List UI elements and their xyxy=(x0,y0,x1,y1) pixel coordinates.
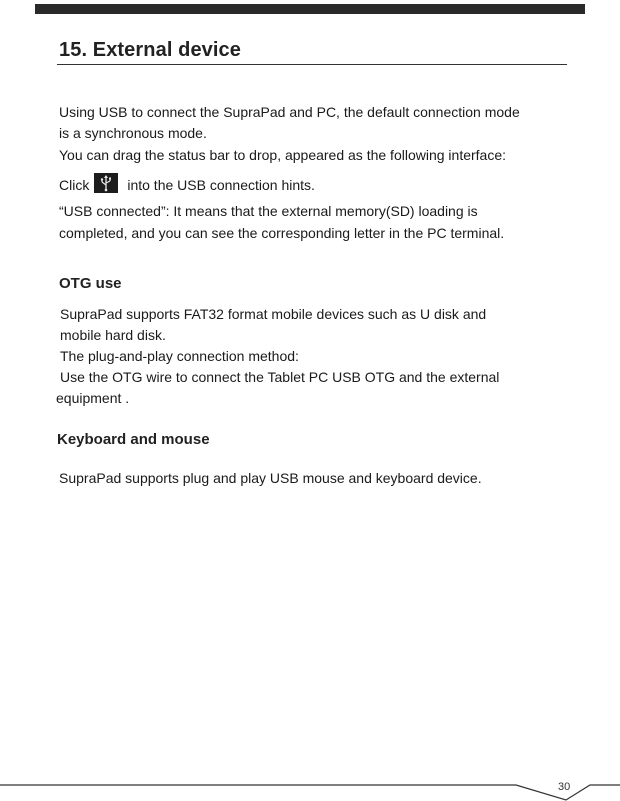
intro-line-6: completed, and you can see the corresponding letter in the PC terminal. xyxy=(59,225,505,241)
header-bar xyxy=(35,4,585,14)
usb-icon xyxy=(94,173,118,193)
otg-heading: OTG use xyxy=(59,275,122,292)
keyboard-line-1: SupraPad supports plug and play USB mouse and keyboard device. xyxy=(59,470,482,486)
intro-line-2: is a synchronous mode. xyxy=(59,125,207,141)
footer-rule xyxy=(0,770,620,801)
otg-line-3: The plug-and-play connection method: xyxy=(60,348,299,364)
otg-line-4: Use the OTG wire to connect the Tablet PC USB OTG and the external xyxy=(60,369,500,385)
click-instruction xyxy=(59,173,315,194)
otg-line-5: equipment . xyxy=(56,390,130,406)
keyboard-heading: Keyboard and mouse xyxy=(57,431,210,448)
intro-line-5: “USB connected”: It means that the external memory(SD) loading is xyxy=(59,203,478,219)
click-prefix: Click xyxy=(59,177,90,193)
section-title: 15. External device xyxy=(59,39,242,61)
page-number: 30 xyxy=(558,781,571,793)
intro-line-1: Using USB to connect the SupraPad and PC, the default connection mode xyxy=(59,104,520,120)
otg-line-2: mobile hard disk. xyxy=(60,327,166,343)
click-suffix: into the USB connection hints. xyxy=(127,177,315,193)
intro-line-3: You can drag the status bar to drop, appeared as the following interface: xyxy=(59,147,507,163)
title-underline xyxy=(57,64,567,65)
otg-line-1: SupraPad supports FAT32 format mobile devices such as U disk and xyxy=(60,306,487,322)
